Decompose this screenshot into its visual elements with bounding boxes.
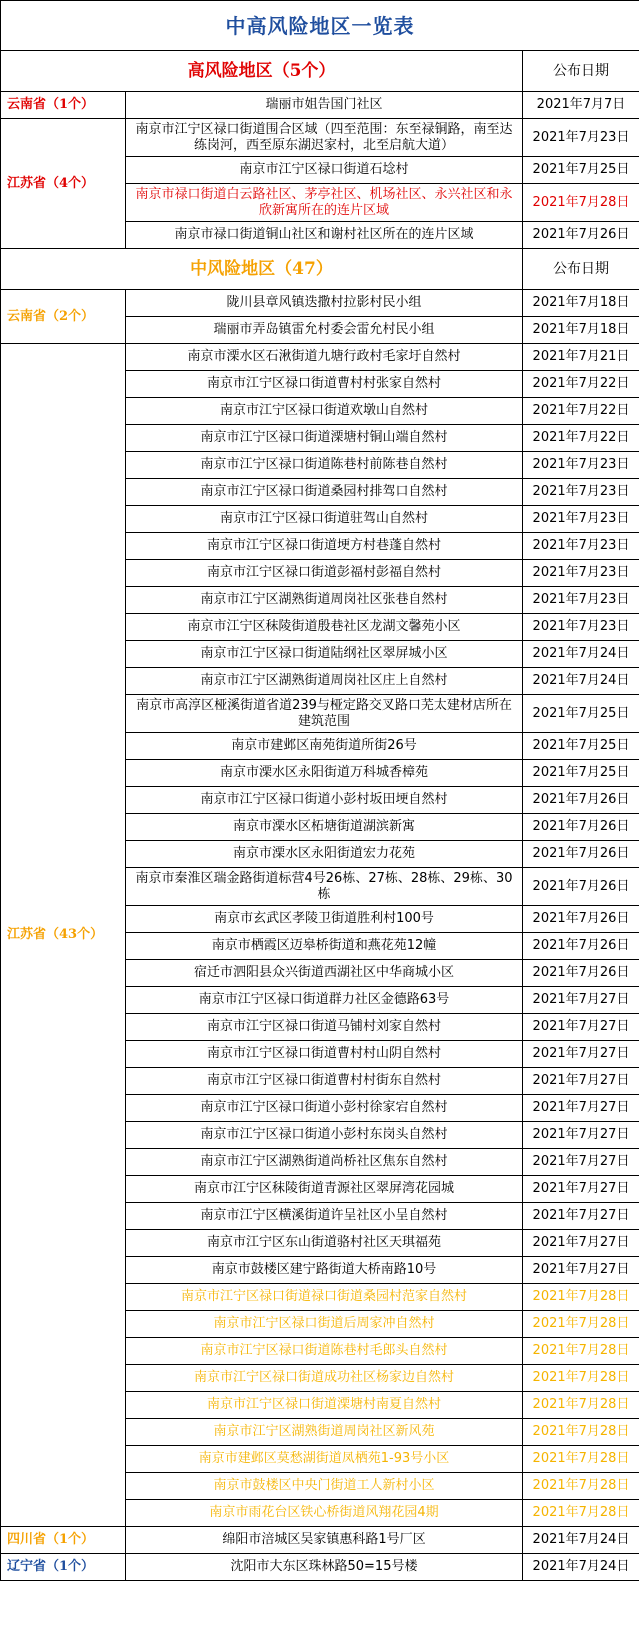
province-label: 辽宁省（1个） — [1, 1554, 126, 1581]
date-column-header: 公布日期 — [523, 51, 639, 92]
area-address: 南京市玄武区孝陵卫街道胜利村100号 — [126, 906, 523, 933]
publish-date: 2021年7月23日 — [523, 587, 639, 614]
province-label: 云南省（1个） — [1, 92, 126, 119]
publish-date: 2021年7月27日 — [523, 1068, 639, 1095]
area-address: 南京市江宁区禄口街道埂方村巷蓬自然村 — [126, 533, 523, 560]
publish-date: 2021年7月27日 — [523, 1230, 639, 1257]
publish-date: 2021年7月27日 — [523, 1041, 639, 1068]
area-address: 绵阳市涪城区吴家镇惠科路1号厂区 — [126, 1527, 523, 1554]
area-address: 南京市建邺区莫愁湖街道凤栖苑1-93号小区 — [126, 1446, 523, 1473]
publish-date: 2021年7月27日 — [523, 1176, 639, 1203]
area-address: 南京市江宁区禄口街道小彭村坂田埂自然村 — [126, 787, 523, 814]
area-address: 南京市江宁区湖熟街道周岗社区张巷自然村 — [126, 587, 523, 614]
area-address: 南京市江宁区湖熟街道周岗社区新风苑 — [126, 1419, 523, 1446]
area-address: 瑞丽市姐告国门社区 — [126, 92, 523, 119]
publish-date: 2021年7月25日 — [523, 733, 639, 760]
area-address: 南京市雨花台区铁心桥街道风翔花园4期 — [126, 1500, 523, 1527]
area-address: 南京市江宁区禄口街道陆纲社区翠屏城小区 — [126, 641, 523, 668]
area-address: 南京市江宁区禄口街道溧塘村南夏自然村 — [126, 1392, 523, 1419]
publish-date: 2021年7月27日 — [523, 1095, 639, 1122]
area-address: 南京市江宁区禄口街道驻驾山自然村 — [126, 506, 523, 533]
publish-date: 2021年7月26日 — [523, 222, 639, 249]
area-address: 南京市溧水区永阳街道宏力花苑 — [126, 841, 523, 868]
area-address: 南京市江宁区禄口街道小彭村东岗头自然村 — [126, 1122, 523, 1149]
publish-date: 2021年7月28日 — [523, 1311, 639, 1338]
publish-date: 2021年7月26日 — [523, 960, 639, 987]
publish-date: 2021年7月28日 — [523, 1473, 639, 1500]
publish-date: 2021年7月27日 — [523, 1014, 639, 1041]
area-address: 南京市江宁区禄口街道马铺村刘家自然村 — [126, 1014, 523, 1041]
area-address: 南京市江宁区禄口街道桑园村排驾口自然村 — [126, 479, 523, 506]
publish-date: 2021年7月26日 — [523, 841, 639, 868]
area-address: 南京市鼓楼区建宁路街道大桥南路10号 — [126, 1257, 523, 1284]
area-address: 宿迁市泗阳县众兴街道西湖社区中华商城小区 — [126, 960, 523, 987]
publish-date: 2021年7月23日 — [523, 533, 639, 560]
publish-date: 2021年7月22日 — [523, 398, 639, 425]
province-label: 四川省（1个） — [1, 1527, 126, 1554]
area-address: 南京市江宁区禄口街道禄口街道桑园村范家自然村 — [126, 1284, 523, 1311]
publish-date: 2021年7月23日 — [523, 560, 639, 587]
area-address: 南京市江宁区禄口街道陈巷村毛郎头自然村 — [126, 1338, 523, 1365]
publish-date: 2021年7月28日 — [523, 184, 639, 222]
area-address: 南京市江宁区禄口街道曹村村街东自然村 — [126, 1068, 523, 1095]
area-address: 南京市江宁区禄口街道群力社区金德路63号 — [126, 987, 523, 1014]
area-address: 南京市江宁区湖熟街道周岗社区庄上自然村 — [126, 668, 523, 695]
area-address: 南京市江宁区禄口街道陈巷村前陈巷自然村 — [126, 452, 523, 479]
publish-date: 2021年7月25日 — [523, 157, 639, 184]
publish-date: 2021年7月22日 — [523, 425, 639, 452]
area-address: 南京市江宁区禄口街道彭福村彭福自然村 — [126, 560, 523, 587]
province-label: 江苏省（43个） — [1, 344, 126, 1527]
area-address: 南京市栖霞区迈皋桥街道和燕花苑12幢 — [126, 933, 523, 960]
publish-date: 2021年7月28日 — [523, 1338, 639, 1365]
area-address: 南京市江宁区禄口街道围合区域（四至范围：东至禄铜路，南至达练岗河，西至原东湖迟家村，北至启航大道） — [126, 119, 523, 157]
province-label: 江苏省（4个） — [1, 119, 126, 249]
publish-date: 2021年7月27日 — [523, 987, 639, 1014]
publish-date: 2021年7月23日 — [523, 452, 639, 479]
area-address: 南京市溧水区石湫街道九塘行政村毛家圩自然村 — [126, 344, 523, 371]
area-address: 南京市江宁区湖熟街道尚桥社区焦东自然村 — [126, 1149, 523, 1176]
area-address: 南京市鼓楼区中央门街道工人新村小区 — [126, 1473, 523, 1500]
area-address: 南京市江宁区禄口街道溧塘村铜山端自然村 — [126, 425, 523, 452]
publish-date: 2021年7月28日 — [523, 1500, 639, 1527]
area-address: 南京市高淳区桠溪街道省道239与桠定路交叉路口芜太建材店所在建筑范围 — [126, 695, 523, 733]
area-address: 南京市江宁区禄口街道欢墩山自然村 — [126, 398, 523, 425]
area-address: 南京市建邺区南苑街道所街26号 — [126, 733, 523, 760]
publish-date: 2021年7月23日 — [523, 119, 639, 157]
area-address: 南京市江宁区禄口街道曹村村山阴自然村 — [126, 1041, 523, 1068]
area-address: 沈阳市大东区珠林路50=15号楼 — [126, 1554, 523, 1581]
area-address: 南京市江宁区禄口街道小彭村徐家宕自然村 — [126, 1095, 523, 1122]
publish-date: 2021年7月28日 — [523, 1446, 639, 1473]
area-address: 南京市江宁区禄口街道后周家冲自然村 — [126, 1311, 523, 1338]
area-address: 南京市溧水区永阳街道万科城香樟苑 — [126, 760, 523, 787]
publish-date: 2021年7月26日 — [523, 868, 639, 906]
area-address: 南京市江宁区禄口街道石埝村 — [126, 157, 523, 184]
publish-date: 2021年7月24日 — [523, 1527, 639, 1554]
area-address: 南京市禄口街道铜山社区和谢村社区所在的连片区域 — [126, 222, 523, 249]
area-address: 南京市溧水区柘塘街道湖滨新寓 — [126, 814, 523, 841]
publish-date: 2021年7月28日 — [523, 1419, 639, 1446]
publish-date: 2021年7月27日 — [523, 1149, 639, 1176]
mid-risk-heading: 中风险地区（47） — [1, 249, 523, 290]
publish-date: 2021年7月7日 — [523, 92, 639, 119]
publish-date: 2021年7月23日 — [523, 479, 639, 506]
area-address: 南京市秦淮区瑞金路街道标营4号26栋、27栋、28栋、29栋、30栋 — [126, 868, 523, 906]
publish-date: 2021年7月26日 — [523, 906, 639, 933]
area-address: 南京市江宁区禄口街道曹村村张家自然村 — [126, 371, 523, 398]
province-label: 云南省（2个） — [1, 290, 126, 344]
publish-date: 2021年7月25日 — [523, 760, 639, 787]
publish-date: 2021年7月26日 — [523, 787, 639, 814]
publish-date: 2021年7月27日 — [523, 1203, 639, 1230]
publish-date: 2021年7月18日 — [523, 317, 639, 344]
publish-date: 2021年7月27日 — [523, 1122, 639, 1149]
area-address: 南京市江宁区秣陵街道殷巷社区龙湖文馨苑小区 — [126, 614, 523, 641]
high-risk-heading: 高风险地区（5个） — [1, 51, 523, 92]
publish-date: 2021年7月28日 — [523, 1284, 639, 1311]
area-address: 南京市江宁区东山街道骆村社区天琪福苑 — [126, 1230, 523, 1257]
area-address: 南京市江宁区横溪街道许呈社区小呈自然村 — [126, 1203, 523, 1230]
area-address: 南京市江宁区禄口街道成功社区杨家边自然村 — [126, 1365, 523, 1392]
publish-date: 2021年7月26日 — [523, 933, 639, 960]
publish-date: 2021年7月23日 — [523, 614, 639, 641]
publish-date: 2021年7月24日 — [523, 641, 639, 668]
publish-date: 2021年7月21日 — [523, 344, 639, 371]
publish-date: 2021年7月27日 — [523, 1257, 639, 1284]
publish-date: 2021年7月28日 — [523, 1365, 639, 1392]
publish-date: 2021年7月24日 — [523, 1554, 639, 1581]
publish-date: 2021年7月28日 — [523, 1392, 639, 1419]
date-column-header: 公布日期 — [523, 249, 639, 290]
publish-date: 2021年7月18日 — [523, 290, 639, 317]
page-title: 中高风险地区一览表 — [1, 1, 639, 51]
publish-date: 2021年7月25日 — [523, 695, 639, 733]
publish-date: 2021年7月22日 — [523, 371, 639, 398]
publish-date: 2021年7月26日 — [523, 814, 639, 841]
area-address: 南京市禄口街道白云路社区、茅亭社区、机场社区、永兴社区和永欣新寓所在的连片区域 — [126, 184, 523, 222]
publish-date: 2021年7月24日 — [523, 668, 639, 695]
publish-date: 2021年7月23日 — [523, 506, 639, 533]
area-address: 南京市江宁区秣陵街道青源社区翠屏湾花园城 — [126, 1176, 523, 1203]
area-address: 陇川县章风镇迭撒村拉影村民小组 — [126, 290, 523, 317]
area-address: 瑞丽市弄岛镇雷允村委会雷允村民小组 — [126, 317, 523, 344]
